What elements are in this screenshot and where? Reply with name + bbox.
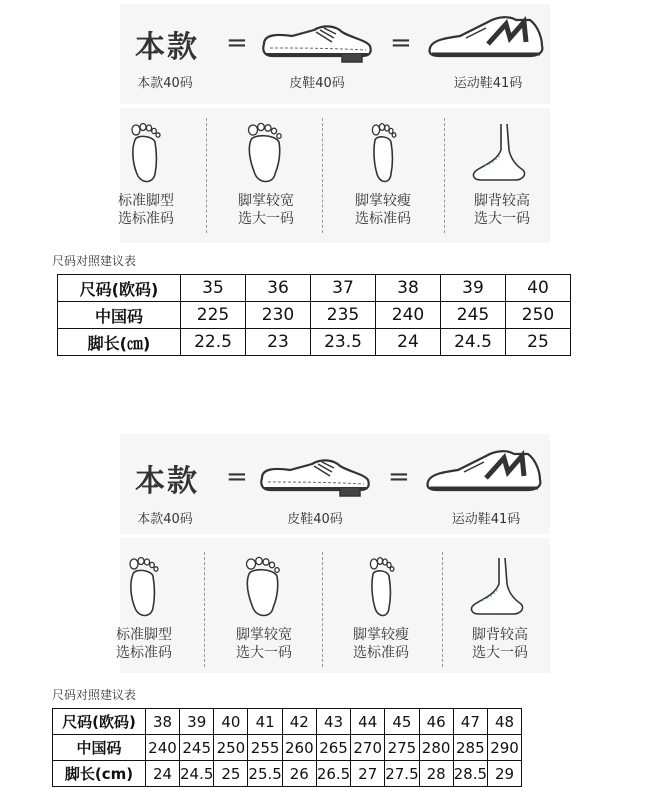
table-cell: 43 <box>316 709 350 735</box>
size-guide-panel-2 <box>0 430 649 803</box>
dashed-divider <box>206 118 207 233</box>
row-label: 尺码(欧码) <box>58 275 181 302</box>
foot-label-line1: 脚掌较瘦 <box>355 193 411 209</box>
foot-label-line2: 选大一码 <box>474 211 530 227</box>
table-cell: 25 <box>506 329 571 356</box>
table-cell: 245 <box>180 735 214 761</box>
table-cell: 46 <box>419 709 453 735</box>
table-cell: 26.5 <box>316 761 350 787</box>
foot-label-line1: 标准脚型 <box>118 193 174 209</box>
table-cell: 22.5 <box>181 329 246 356</box>
table-cell: 250 <box>214 735 248 761</box>
foot-wide-icon <box>241 120 291 186</box>
foot-label-line2: 选标准码 <box>116 645 172 661</box>
table-cell: 47 <box>453 709 487 735</box>
table-cell: 40 <box>506 275 571 302</box>
foot-standard-icon <box>123 120 169 186</box>
foot-label-line1: 脚背较高 <box>472 627 528 643</box>
table-cell: 250 <box>506 302 571 329</box>
row-label: 脚长(cm) <box>53 761 146 787</box>
table-cell: 26 <box>282 761 316 787</box>
table-cell: 240 <box>376 302 441 329</box>
sneaker-icon <box>424 446 546 498</box>
table-cell: 29 <box>488 761 522 787</box>
foot-type-wide <box>214 554 314 662</box>
foot-type-standard <box>96 120 196 228</box>
table-row-eu <box>53 709 522 735</box>
table-cell: 28 <box>419 761 453 787</box>
table-cell: 40 <box>214 709 248 735</box>
size-table <box>57 274 571 356</box>
table-cell: 265 <box>316 735 350 761</box>
table-row-foot-length <box>58 329 571 356</box>
foot-label-line2: 选标准码 <box>355 211 411 227</box>
equals-sign: = <box>388 462 410 492</box>
table-cell: 37 <box>311 275 376 302</box>
table-cell: 260 <box>282 735 316 761</box>
table-title: 尺码对照建议表 <box>52 254 137 268</box>
equals-sign: = <box>226 28 248 58</box>
foot-standard-icon <box>121 554 167 620</box>
foot-label-line1: 标准脚型 <box>116 627 172 643</box>
foot-label-line1: 脚背较高 <box>474 193 530 209</box>
dashed-divider <box>204 552 205 667</box>
dashed-divider <box>442 552 443 667</box>
equation-title: 本款 <box>135 30 199 65</box>
caption-sneaker: 运动鞋41码 <box>451 512 521 527</box>
foot-label-line2: 选标准码 <box>353 645 409 661</box>
foot-label-line1: 脚掌较宽 <box>238 193 294 209</box>
sneaker-icon <box>426 12 548 64</box>
table-cell: 24 <box>376 329 441 356</box>
foot-label-line2: 选大一码 <box>236 645 292 661</box>
caption-this-item: 本款40码 <box>137 512 193 527</box>
table-row-eu <box>58 275 571 302</box>
table-cell: 25.5 <box>248 761 282 787</box>
table-title: 尺码对照建议表 <box>52 688 137 702</box>
dashed-divider <box>322 552 323 667</box>
table-cell: 41 <box>248 709 282 735</box>
caption-leather-shoe: 皮鞋40码 <box>289 76 345 91</box>
table-cell: 39 <box>441 275 506 302</box>
row-label: 中国码 <box>58 302 181 329</box>
table-cell: 230 <box>246 302 311 329</box>
foot-label-line1: 脚掌较瘦 <box>353 627 409 643</box>
foot-label-line2: 选大一码 <box>238 211 294 227</box>
table-cell: 235 <box>311 302 376 329</box>
table-cell: 245 <box>441 302 506 329</box>
dress-shoe-icon <box>256 452 376 498</box>
table-cell: 255 <box>248 735 282 761</box>
table-cell: 24.5 <box>180 761 214 787</box>
foot-wide-icon <box>239 554 289 620</box>
table-cell: 23 <box>246 329 311 356</box>
table-cell: 39 <box>180 709 214 735</box>
foot-type-narrow <box>331 554 431 662</box>
equals-sign: = <box>390 28 412 58</box>
table-cell: 225 <box>181 302 246 329</box>
foot-high-instep-icon <box>465 554 535 620</box>
table-cell: 48 <box>488 709 522 735</box>
dashed-divider <box>444 118 445 233</box>
table-cell: 275 <box>385 735 419 761</box>
table-cell: 38 <box>376 275 441 302</box>
foot-narrow-icon <box>360 554 402 620</box>
table-row-cn <box>53 735 522 761</box>
table-cell: 285 <box>453 735 487 761</box>
table-cell: 45 <box>385 709 419 735</box>
table-cell: 44 <box>351 709 385 735</box>
table-cell: 28.5 <box>453 761 487 787</box>
table-cell: 24 <box>146 761 180 787</box>
caption-this-item: 本款40码 <box>137 76 193 91</box>
equation-title: 本款 <box>135 464 199 499</box>
foot-narrow-icon <box>362 120 404 186</box>
size-table <box>52 708 522 787</box>
size-guide-panel-1 <box>0 0 649 395</box>
foot-label-line2: 选标准码 <box>118 211 174 227</box>
row-label: 中国码 <box>53 735 146 761</box>
table-cell: 35 <box>181 275 246 302</box>
table-cell: 240 <box>146 735 180 761</box>
foot-high-instep-icon <box>467 120 537 186</box>
table-cell: 25 <box>214 761 248 787</box>
table-cell: 24.5 <box>441 329 506 356</box>
table-row-foot-length <box>53 761 522 787</box>
table-cell: 36 <box>246 275 311 302</box>
table-row-cn <box>58 302 571 329</box>
dashed-divider <box>322 118 323 233</box>
caption-sneaker: 运动鞋41码 <box>453 76 523 91</box>
equals-sign: = <box>226 462 248 492</box>
table-cell: 27 <box>351 761 385 787</box>
table-cell: 280 <box>419 735 453 761</box>
table-cell: 23.5 <box>311 329 376 356</box>
table-cell: 38 <box>146 709 180 735</box>
row-label: 脚长(㎝) <box>58 329 181 356</box>
foot-type-wide <box>216 120 316 228</box>
table-cell: 270 <box>351 735 385 761</box>
table-cell: 27.5 <box>385 761 419 787</box>
caption-leather-shoe: 皮鞋40码 <box>287 512 343 527</box>
foot-label-line2: 选大一码 <box>472 645 528 661</box>
row-label: 尺码(欧码) <box>53 709 146 735</box>
foot-type-high-instep <box>450 554 550 662</box>
foot-type-standard <box>94 554 194 662</box>
table-cell: 290 <box>488 735 522 761</box>
foot-type-high-instep <box>452 120 552 228</box>
foot-label-line1: 脚掌较宽 <box>236 627 292 643</box>
foot-type-narrow <box>333 120 433 228</box>
table-cell: 42 <box>282 709 316 735</box>
dress-shoe-icon <box>258 18 378 64</box>
